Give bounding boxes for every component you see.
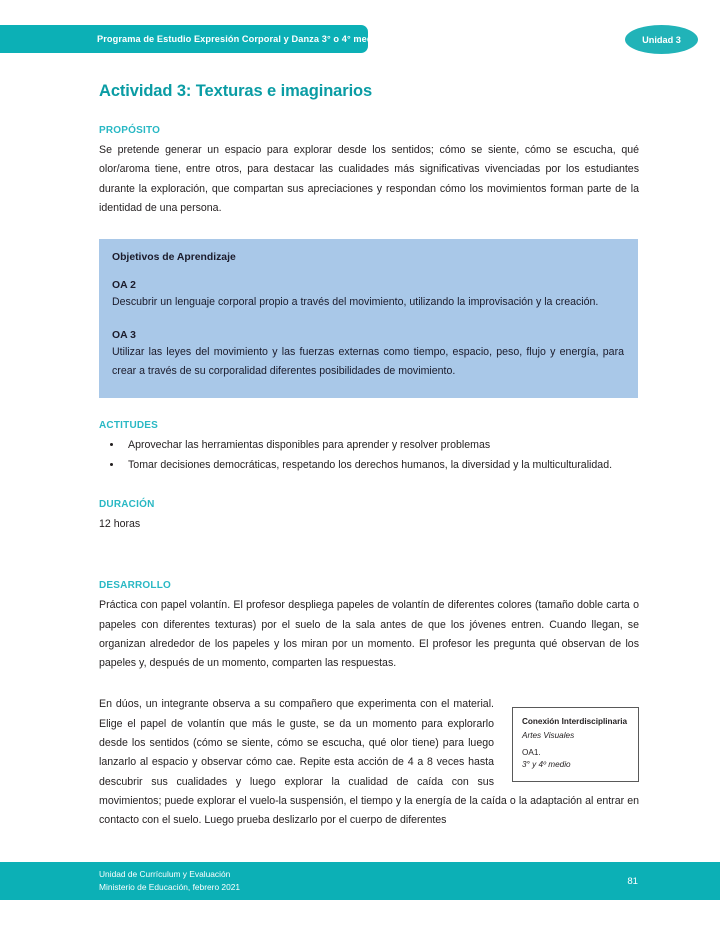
conexion-level: 3° y 4º medio bbox=[522, 759, 571, 769]
page-title: Actividad 3: Texturas e imaginarios bbox=[99, 82, 373, 100]
proposito-text: Se pretende generar un espacio para explorar desde los sentidos; cómo se siente, cómo se escucha, qué olor/aroma tiene, entre otros, para destacar las cualidades más significativas vivenciadas por los estudiantes durante la exploración, que compartan sus apreciaciones y respondan cómo los movimientos forman parte de la identidad de una persona. bbox=[99, 144, 639, 214]
footer-line-1: Unidad de Currículum y Evaluación bbox=[99, 868, 231, 879]
section-desarrollo bbox=[99, 580, 639, 830]
conexion-title: Conexión Interdisciplinaria bbox=[522, 717, 628, 727]
footer-inner bbox=[99, 862, 638, 900]
footer-line-2: Ministerio de Educación, febrero 2021 bbox=[99, 882, 241, 892]
objetivo-text: Descubrir un lenguaje corporal propio a través del movimiento, utilizando la improvisación y la creación. bbox=[112, 296, 599, 309]
desarrollo-paragraph-1: Práctica con papel volantín. El profesor despliega papeles de volantín de diferentes colores (tamaño doble carta o papeles con diferentes texturas) por el suelo de la sala antes de que los jóvenes entren. Cuando llegan, se organizan alrededor de los papeles y los miran por un momento. El profesor les pregunta qué observan de los papeles y, después de un momento, comparten las respuestas. bbox=[99, 599, 639, 670]
objetivo-item bbox=[112, 280, 624, 312]
page-content bbox=[99, 82, 639, 830]
bullet-icon bbox=[110, 463, 113, 466]
desarrollo-paragraph-2: En dúos, un integrante observa a su compañero que experimenta con el material. Elige el papel de volantín que más le guste, se da un momento para explorarlo desde los sentidos (cómo se siente, cómo se escucha, qué olor tiene) para luego lanzarlo al espacio y observar cómo cae. Repite esta acción de 4 a 8 veces hasta descubrir sus cualidades y luego explorar la cualidad de caída con sus movimientos; puede explorar el vuelo-la suspensión, el tiempo y la energía de la caída o la adaptación al entrar en contacto con el suelo. Luego prueba deslizarlo por el cuerpo de diferentes bbox=[99, 698, 639, 827]
actitud-text: Aprovechar las herramientas disponibles para aprender y resolver problemas bbox=[128, 438, 491, 451]
unit-badge-label: Unidad 3 bbox=[642, 34, 681, 45]
footer-text bbox=[99, 868, 240, 894]
objetivo-code: OA 3 bbox=[112, 329, 136, 341]
objetivos-de-aprendizaje-box bbox=[99, 239, 638, 398]
section-label-proposito: PROPÓSITO bbox=[99, 125, 161, 136]
header-program-title: Programa de Estudio Expresión Corporal y Danza 3° o 4° medio bbox=[97, 34, 381, 44]
objetivo-item bbox=[112, 330, 624, 381]
objetivo-code: OA 2 bbox=[112, 280, 136, 292]
page-footer bbox=[0, 862, 720, 900]
conexion-oa-code: OA1. bbox=[522, 747, 541, 757]
conexion-interdisciplinaria-box bbox=[512, 707, 639, 781]
page-number: 81 bbox=[627, 875, 638, 887]
section-actitudes bbox=[99, 420, 639, 476]
list-item bbox=[99, 456, 639, 475]
objetivo-text: Utilizar las leyes del movimiento y las fuerzas externas como tiempo, espacio, peso, flujo y energía, para crear a través de su corporalidad diferentes posibilidades de movimiento. bbox=[112, 345, 624, 377]
actitud-text: Tomar decisiones democráticas, respetando los derechos humanos, la diversidad y la multiculturalidad. bbox=[128, 458, 613, 471]
conexion-subject: Artes Visuales bbox=[522, 730, 575, 740]
section-label-desarrollo: DESARROLLO bbox=[99, 580, 171, 592]
list-item bbox=[99, 436, 639, 455]
section-label-actitudes: ACTITUDES bbox=[99, 419, 159, 431]
header-program-bar bbox=[0, 25, 381, 53]
unit-badge bbox=[625, 25, 698, 54]
actitudes-list bbox=[99, 436, 639, 476]
desarrollo-paragraph-2-wrap bbox=[99, 695, 639, 830]
bullet-icon bbox=[110, 443, 113, 446]
objetivos-box-title: Objetivos de Aprendizaje bbox=[112, 252, 236, 264]
section-label-duracion: DURACIÓN bbox=[99, 499, 155, 511]
duracion-value: 12 horas bbox=[99, 518, 141, 531]
section-proposito bbox=[99, 125, 639, 218]
section-duracion bbox=[99, 499, 639, 534]
